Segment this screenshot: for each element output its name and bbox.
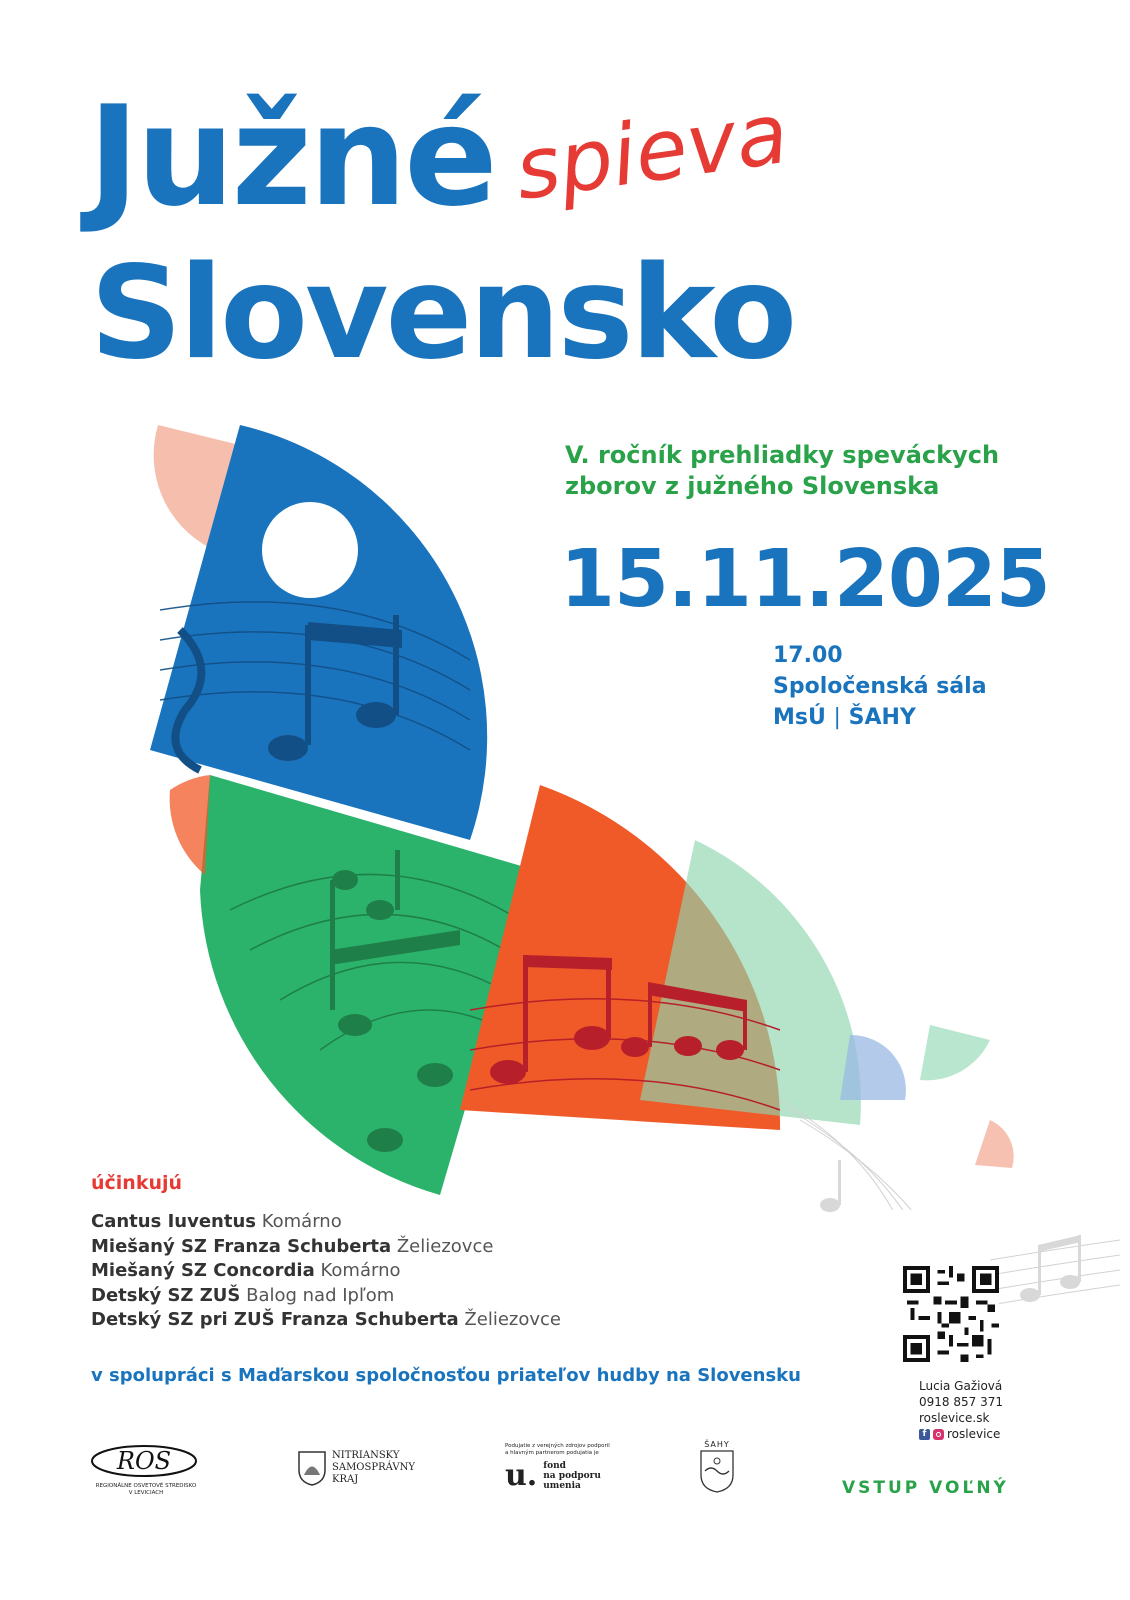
event-time: 17.00 [773, 643, 843, 668]
facebook-icon[interactable]: f [919, 1429, 930, 1440]
nsk-line-3: KRAJ [332, 1474, 359, 1485]
entry-free-label: VSTUP VOĽNÝ [842, 1478, 1009, 1498]
contact-web[interactable]: roslevice.sk [919, 1411, 990, 1425]
venue-place-a: MsÚ [773, 705, 826, 730]
subtitle-line-2: zborov z južného Slovenska [565, 472, 940, 500]
fpu-line-1: fond [543, 1461, 566, 1471]
performers-label: účinkujú [91, 1172, 183, 1194]
orange-small-shape [170, 775, 210, 875]
title-line-1: Južné [88, 76, 495, 237]
social-handle: roslevice [947, 1427, 1001, 1441]
list-item: Detský SZ ZUŠ Balog nad Ipľom [91, 1284, 395, 1306]
contact-social[interactable] [919, 1426, 1003, 1442]
venue-separator: | [833, 705, 841, 730]
contact-name: Lucia Gažiová [919, 1379, 1003, 1393]
venue-place-b: ŠAHY [848, 705, 916, 730]
ros-mark: ROS [116, 1447, 172, 1475]
fpu-line-2: na podporu [543, 1471, 601, 1481]
nsk-logo [297, 1450, 415, 1486]
contact-phone[interactable]: 0918 857 371 [919, 1395, 1003, 1409]
list-item: Detský SZ pri ZUŠ Franza Schuberta Želiezovce [91, 1309, 561, 1330]
nsk-shield-icon [297, 1450, 327, 1486]
performers-list [91, 1210, 561, 1333]
list-item: Miešaný SZ Concordia Komárno [91, 1260, 401, 1281]
ros-logo [90, 1443, 202, 1497]
venue-hall: Spoločenská sála [773, 674, 987, 699]
ros-caption-2: V LEVICIACH [128, 1490, 164, 1496]
sahy-logo [698, 1440, 736, 1497]
sahy-label: ŠAHY [704, 1440, 730, 1449]
event-date: 15.11.2025 [560, 533, 1050, 625]
music-artwork [140, 410, 1020, 1210]
list-item: Cantus Iuventus Komárno [91, 1211, 342, 1232]
instagram-icon[interactable] [933, 1429, 944, 1440]
venue-place [773, 702, 987, 733]
ros-emblem-icon [90, 1443, 198, 1479]
fpu-note-1: Podujatie z verejných zdrojov podporil [505, 1443, 610, 1449]
fpu-line-3: umenia [543, 1481, 581, 1491]
cooperation-note: v spolupráci s Maďarskou spoločnosťou priateľov hudby na Slovensku [91, 1365, 801, 1386]
blue-hole-shape [262, 502, 358, 598]
green-quarter-shape [200, 775, 535, 1195]
sahy-coat-of-arms-icon [699, 1449, 735, 1493]
event-venue [773, 640, 987, 733]
event-subtitle [565, 440, 1065, 502]
mint-small-shape [920, 1025, 990, 1080]
subtitle-line-1: V. ročník prehliadky speváckych [565, 441, 1000, 469]
blue-small-shape [840, 1035, 906, 1100]
nsk-line-1: NITRIANSKY [332, 1450, 400, 1461]
list-item: Miešaný SZ Franza Schuberta Želiezovce [91, 1235, 494, 1257]
title-accent: spieva [509, 83, 794, 219]
fpu-logo [505, 1443, 610, 1491]
fpu-note-2: a hlavným partnerom podujatia je [505, 1450, 599, 1456]
contact-info [919, 1378, 1003, 1442]
fpu-mark: u. [505, 1458, 538, 1493]
ros-caption-1: REGIONÁLNE OSVETOVÉ STREDISKO [95, 1483, 197, 1489]
title-line-2: Slovensko [90, 239, 795, 388]
qr-code-icon[interactable] [903, 1266, 999, 1362]
nsk-line-2: SAMOSPRÁVNY [332, 1462, 415, 1473]
